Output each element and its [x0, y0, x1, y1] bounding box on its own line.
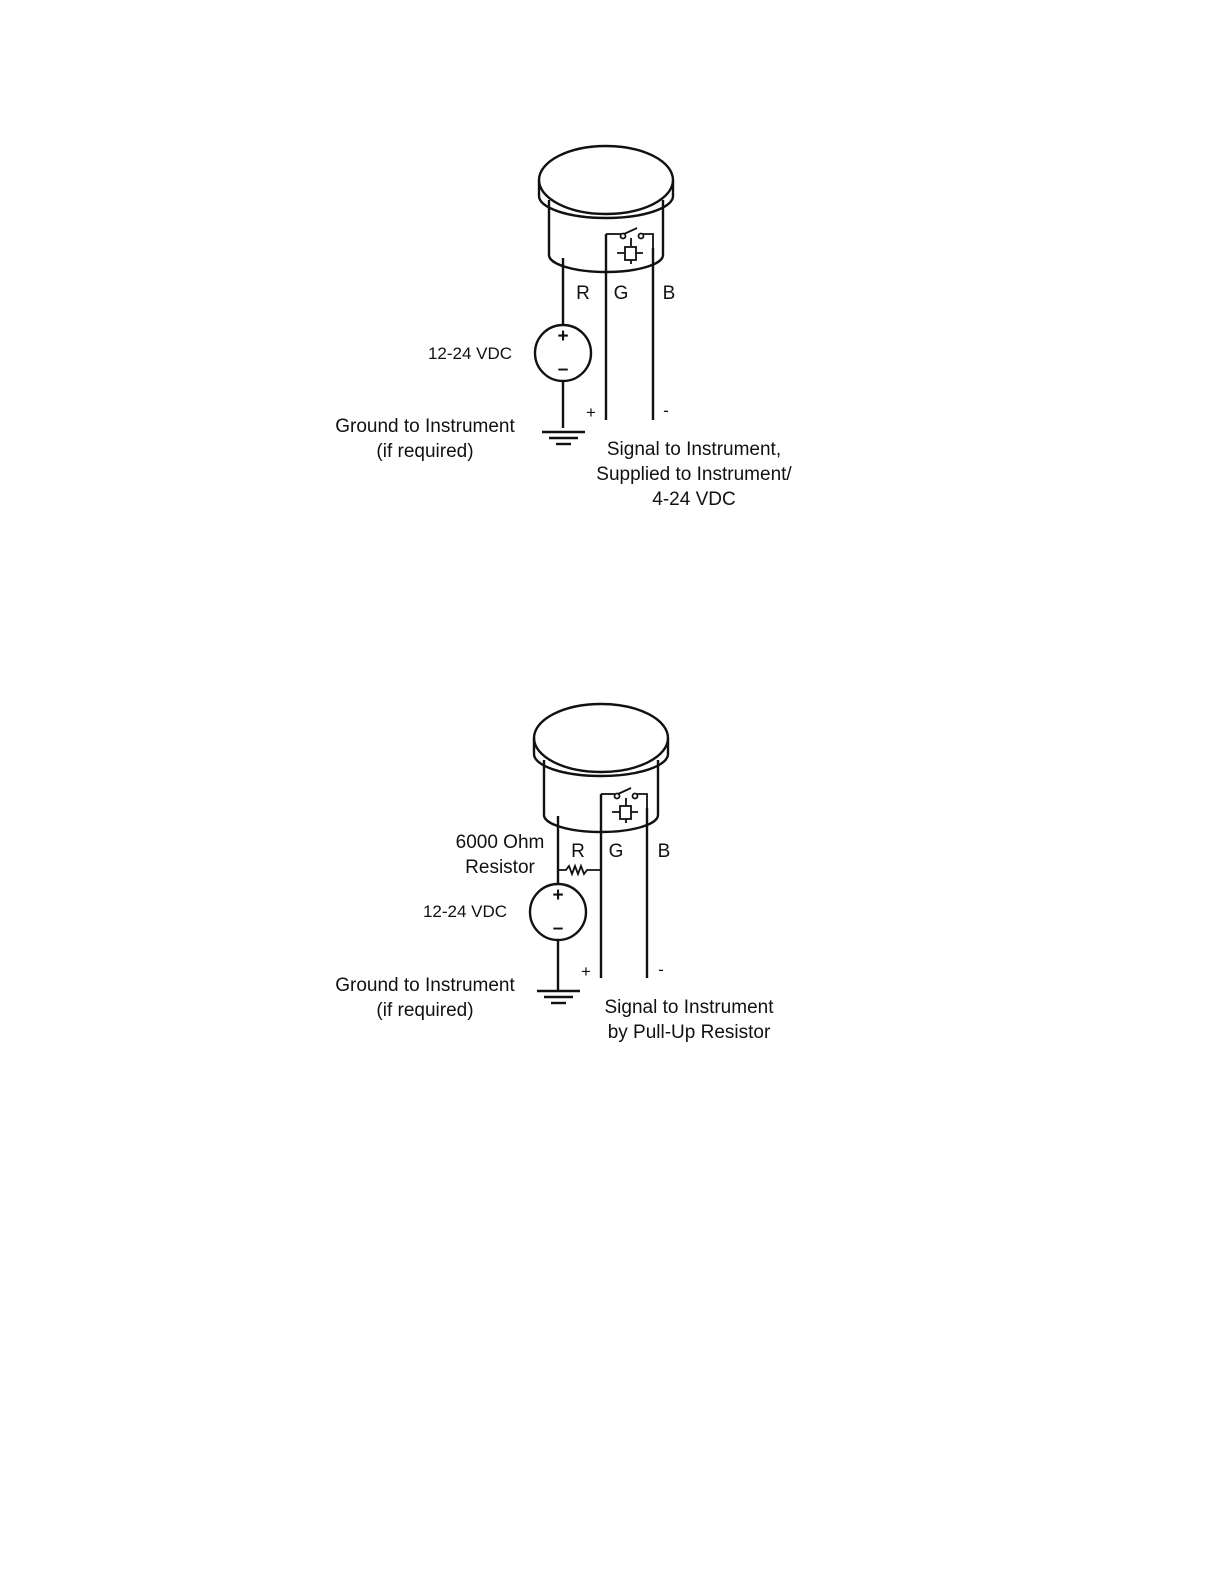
- supply-voltage-label: 12-24 VDC: [427, 344, 513, 363]
- supply-voltage-label: 12-24 VDC: [422, 902, 508, 921]
- wire-g-label: G: [613, 283, 629, 304]
- ground-label-line2: (if required): [376, 441, 474, 462]
- source-minus-sign: –: [557, 359, 569, 380]
- resistor-icon: [558, 866, 601, 874]
- wire-g-label: G: [608, 841, 624, 862]
- source-minus-sign: –: [552, 918, 564, 939]
- diagram-2-pull-up-resistor: [335, 704, 774, 1043]
- terminal-plus-label: +: [586, 403, 596, 422]
- reed-switch-icon: [601, 788, 647, 823]
- reed-switch-icon: [606, 228, 653, 264]
- wire-b-label: B: [662, 283, 676, 304]
- diagram-1-supplied-power: [335, 146, 792, 510]
- wire-b-label: B: [657, 841, 671, 862]
- signal-label-line2: Supplied to Instrument/: [596, 464, 792, 485]
- ground-icon: [542, 432, 585, 444]
- signal-label-line1: Signal to Instrument,: [606, 439, 782, 460]
- wire-r-label: R: [576, 283, 590, 304]
- source-plus-sign: +: [557, 326, 569, 347]
- resistor-label-line2: Resistor: [465, 857, 535, 878]
- source-plus-sign: +: [552, 885, 564, 906]
- terminal-minus-label: -: [658, 960, 664, 979]
- terminal-plus-label: +: [581, 962, 591, 981]
- resistor-label-line1: 6000 Ohm: [455, 832, 545, 853]
- ground-icon: [537, 991, 580, 1003]
- signal-label-line2: by Pull-Up Resistor: [607, 1022, 771, 1043]
- ground-label-line1: Ground to Instrument: [335, 416, 515, 437]
- terminal-minus-label: -: [663, 401, 669, 420]
- wire-r-label: R: [571, 841, 585, 862]
- ground-label-line2: (if required): [376, 1000, 474, 1021]
- signal-label-line3: 4-24 VDC: [652, 489, 736, 510]
- signal-label-line1: Signal to Instrument: [604, 997, 774, 1018]
- ground-label-line1: Ground to Instrument: [335, 975, 515, 996]
